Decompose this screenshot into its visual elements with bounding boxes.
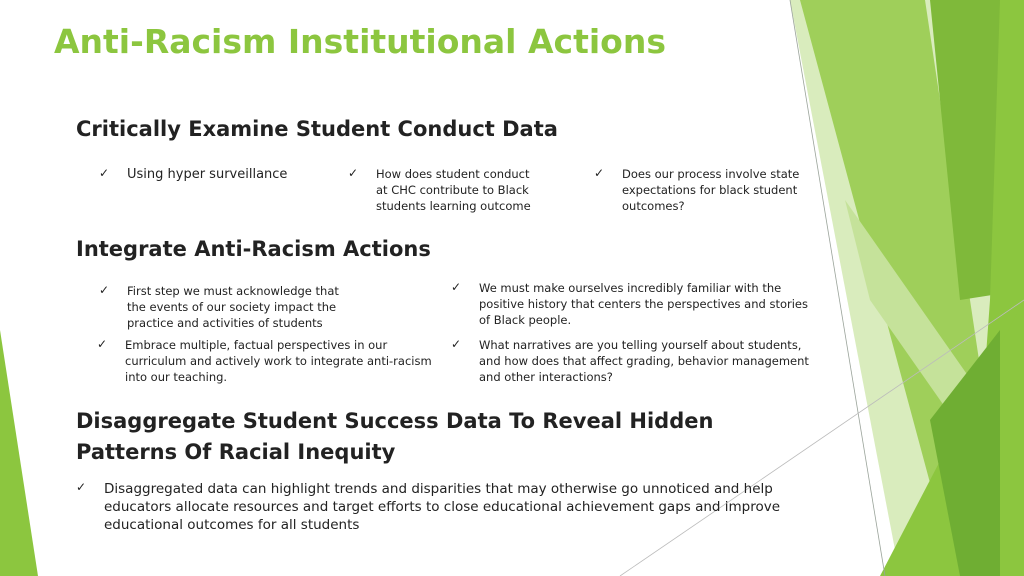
checkmark-icon: ✓ [76,480,87,494]
section-heading-disaggregate: Disaggregate Student Success Data To Reveal Hidden Patterns Of Racial Inequity [76,409,714,464]
list-item-text: We must make ourselves incredibly familiar with the positive history that centers the perspectives and stories of Black people. [479,281,808,327]
section-heading-conduct: Critically Examine Student Conduct Data [76,117,558,141]
list-item-text: First step we must acknowledge that the events of our society impact the practice and activities of students [127,284,339,330]
checkmark-icon: ✓ [99,283,110,297]
list-item-text: What narratives are you telling yourself about students, and how does that affect grading, behavior management and other interactions? [479,338,809,384]
checkmark-icon: ✓ [348,166,359,180]
list-item-text: Using hyper surveillance [127,167,288,182]
checkmark-icon: ✓ [451,337,462,351]
checkmark-icon: ✓ [594,166,605,180]
section-heading-integrate: Integrate Anti-Racism Actions [76,237,431,261]
checkmark-icon: ✓ [99,166,110,180]
checkmark-icon: ✓ [97,337,108,351]
checkmark-icon: ✓ [451,280,462,294]
list-item-text: How does student conduct at CHC contribute to Black students learning outcome [376,167,531,213]
list-item-text: Disaggregated data can highlight trends and disparities that may otherwise go unnoticed and help educators allocate resources and target efforts to close educational achievement gaps and improve educational outcomes for all students [104,481,781,533]
list-item-text: Embrace multiple, factual perspectives in our curriculum and actively work to integrate anti-racism into our teaching. [125,338,432,384]
slide-title: Anti-Racism Institutional Actions [54,22,666,61]
list-item-text: Does our process involve state expectations for black student outcomes? [622,167,800,213]
